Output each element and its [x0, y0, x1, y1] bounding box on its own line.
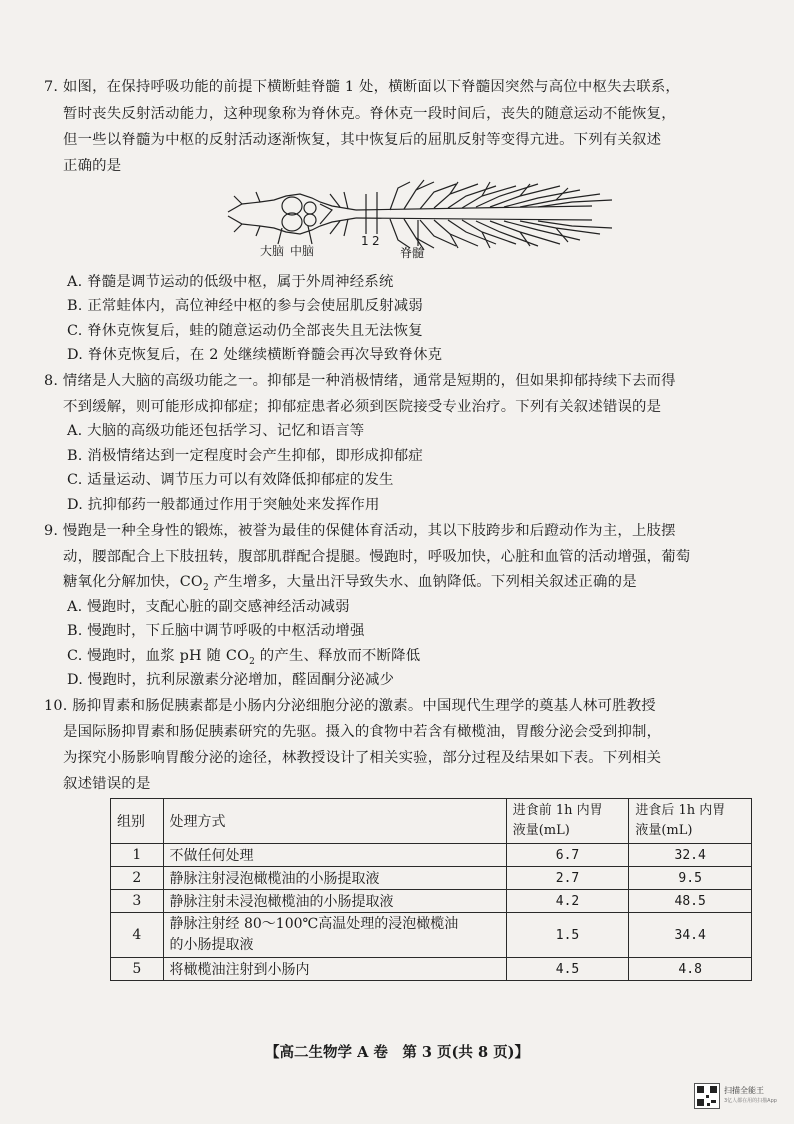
experiment-table — [110, 798, 752, 981]
table-row — [111, 890, 752, 913]
q9-line-3-suffix: 产生增多，大量出汗导致失水、血钠降低。下列相关叙述正确的是 — [208, 574, 637, 590]
label-cut-2: 2 — [372, 234, 380, 248]
q7-option-a: A. 脊髓是调节运动的低级中枢，属于外周神经系统 — [67, 274, 394, 290]
q8-option-a: A. 大脑的高级功能还包括学习、记忆和语言等 — [67, 423, 365, 439]
label-spinal-cord: 脊髓 — [400, 246, 425, 260]
q9-option-c-subscript: 2 — [249, 656, 256, 667]
page-footer: 【高二生物学 A 卷 第 3 页(共 8 页)】 — [265, 1044, 529, 1061]
q7-option-d: D. 脊休克恢复后，在 2 处继续横断脊髓会再次导致脊休克 — [67, 347, 443, 363]
q9-option-d: D. 慢跑时，抗利尿激素分泌增加，醛固酮分泌减少 — [67, 672, 395, 688]
header-after-line-1: 进食后 1h 内胃 — [635, 803, 726, 818]
cell-group: 4 — [111, 913, 164, 958]
label-brain: 大脑 — [260, 244, 285, 258]
q8-line-2: 不到缓解，则可能形成抑郁症；抑郁症患者必须到医院接受专业治疗。下列有关叙述错误的是 — [63, 399, 662, 415]
table-row — [111, 958, 752, 981]
q7-line-1: 7. 如图，在保持呼吸功能的前提下横断蛙脊髓 1 处，横断面以下脊髓因突然与高位中枢失去联系， — [44, 79, 681, 95]
q7-line-3: 但一些以脊髓为中枢的反射活动逐渐恢复，其中恢复后的屈肌反射等变得亢进。下列有关叙述 — [63, 132, 662, 148]
q8-option-d: D. 抗抑郁药一般都通过作用于突触处来发挥作用 — [67, 497, 380, 513]
header-treatment: 处理方式 — [163, 799, 506, 844]
scanner-app-tagline: 3亿人都在用的扫描App — [724, 1098, 777, 1104]
label-midbrain: 中脑 — [290, 244, 315, 258]
q9-option-c-prefix: C. 慢跑时，血浆 pH 随 CO — [67, 648, 250, 664]
table-row — [111, 867, 752, 890]
cell-group: 2 — [111, 867, 164, 890]
q8-option-b: B. 消极情绪达到一定程度时会产生抑郁，即形成抑郁症 — [67, 448, 423, 464]
q8-option-c: C. 适量运动、调节压力可以有效降低抑郁症的发生 — [67, 472, 394, 488]
cell-before: 1.5 — [506, 913, 629, 958]
cell-treatment: 不做任何处理 — [163, 844, 506, 867]
q7-option-b: B. 正常蛙体内，高位神经中枢的参与会使屈肌反射减弱 — [67, 298, 423, 314]
header-after-line-2: 液量(mL) — [635, 823, 693, 838]
q10-line-3: 为探究小肠影响胃酸分泌的途径，林教授设计了相关实验，部分过程及结果如下表。下列相关 — [63, 750, 662, 766]
cell-group: 1 — [111, 844, 164, 867]
frog-nervous-system-figure — [220, 176, 620, 262]
cell-before: 4.5 — [506, 958, 629, 981]
q9-option-b: B. 慢跑时，下丘脑中调节呼吸的中枢活动增强 — [67, 623, 365, 639]
q10-line-1: 10. 肠抑胃素和肠促胰素都是小肠内分泌细胞分泌的激素。中国现代生理学的奠基人林可胜教授 — [44, 698, 656, 714]
cell-treatment: 静脉注射未浸泡橄榄油的小肠提取液 — [163, 890, 506, 913]
q9-line-3-prefix: 糖氧化分解加快，CO — [63, 574, 203, 590]
table-row — [111, 844, 752, 867]
q9-option-c-suffix: 的产生、释放而不断降低 — [255, 648, 421, 664]
cell-treatment: 静脉注射浸泡橄榄油的小肠提取液 — [163, 867, 506, 890]
q8-line-1: 8. 情绪是人大脑的高级功能之一。抑郁是一种消极情绪，通常是短期的，但如果抑郁持续下去而得 — [44, 373, 676, 389]
header-before-line-2: 液量(mL) — [512, 823, 570, 838]
q9-line-2: 动，腰部配合上下肢扭转，腹部肌群配合提腿。慢跑时，呼吸加快，心脏和血管的活动增强，葡萄 — [63, 549, 691, 565]
cell-treatment-line-2: 的小肠提取液 — [169, 937, 254, 953]
header-after — [629, 799, 752, 844]
scanner-app-name: 扫描全能王 — [724, 1086, 764, 1095]
q9-option-a: A. 慢跑时，支配心脏的副交感神经活动减弱 — [67, 599, 350, 615]
cell-after: 48.5 — [629, 890, 752, 913]
table-row — [111, 913, 752, 958]
cell-after: 9.5 — [629, 867, 752, 890]
cell-group: 5 — [111, 958, 164, 981]
header-before — [506, 799, 629, 844]
header-before-line-1: 进食前 1h 内胃 — [512, 803, 603, 818]
cell-treatment-line-1: 静脉注射经 80～100℃高温处理的浸泡橄榄油 — [169, 916, 459, 932]
header-group: 组别 — [111, 799, 164, 844]
q10-line-2: 是国际肠抑胃素和肠促胰素研究的先驱。摄入的食物中若含有橄榄油，胃酸分泌会受到抑制， — [63, 724, 662, 740]
qr-code-icon — [694, 1083, 720, 1109]
q9-line-1: 9. 慢跑是一种全身性的锻炼，被誉为最佳的保健体育活动，其以下肢跨步和后蹬动作为主，上肢摆 — [44, 523, 676, 539]
table-header-row — [111, 799, 752, 844]
q7-line-4: 正确的是 — [63, 158, 122, 174]
cell-before: 6.7 — [506, 844, 629, 867]
q7-line-2: 暂时丧失反射活动能力，这种现象称为脊休克。脊休克一段时间后，丧失的随意运动不能恢复， — [63, 106, 676, 122]
q9-line-3 — [63, 572, 637, 592]
cell-treatment: 将橄榄油注射到小肠内 — [163, 958, 506, 981]
cell-before: 2.7 — [506, 867, 629, 890]
q9-line-3-subscript: 2 — [202, 582, 209, 593]
q10-line-4: 叙述错误的是 — [63, 776, 151, 792]
label-cut-1: 1 — [361, 234, 369, 248]
cell-group: 3 — [111, 890, 164, 913]
scanner-watermark — [694, 1083, 784, 1111]
cell-after: 4.8 — [629, 958, 752, 981]
cell-after: 32.4 — [629, 844, 752, 867]
cell-before: 4.2 — [506, 890, 629, 913]
q7-option-c: C. 脊休克恢复后，蛙的随意运动仍全部丧失且无法恢复 — [67, 323, 423, 339]
cell-after: 34.4 — [629, 913, 752, 958]
q9-option-c — [67, 646, 420, 666]
cell-treatment — [163, 913, 506, 958]
